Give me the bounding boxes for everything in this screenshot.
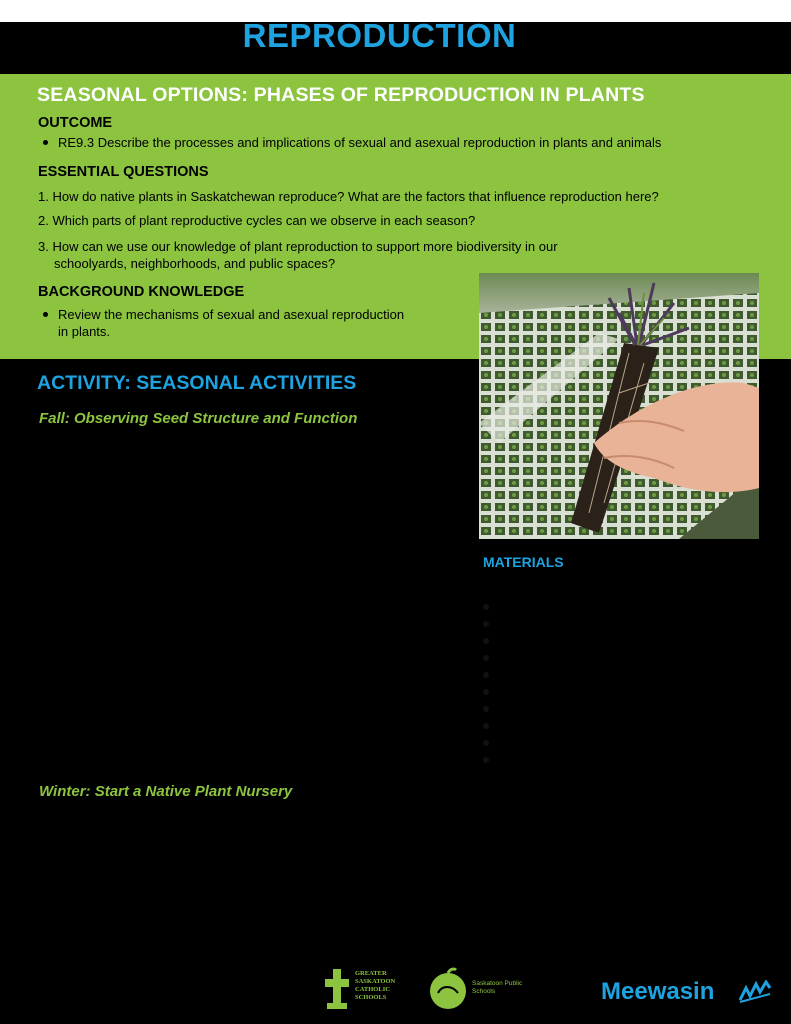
bullet-icon: [43, 140, 48, 145]
seedling-photo: [479, 273, 759, 539]
question-1: 1. How do native plants in Saskatchewan reproduce? What are the factors that influence reproduction here?: [38, 189, 659, 204]
bullet-icon: [483, 638, 489, 644]
meewasin-wave-icon: [738, 980, 772, 1004]
page-title: REPRODUCTION: [242, 17, 517, 54]
banner-heading: SEASONAL OPTIONS: PHASES OF REPRODUCTION IN PLANTS: [37, 84, 645, 106]
background-knowledge-heading: BACKGROUND KNOWLEDGE: [38, 284, 245, 300]
outcome-item: RE9.3 Describe the processes and implications of sexual and asexual reproduction in plants and animals: [58, 135, 662, 150]
bullet-icon: [483, 723, 489, 729]
activity-heading: ACTIVITY: SEASONAL ACTIVITIES: [37, 372, 357, 394]
bullet-icon: [483, 604, 489, 610]
meewasin-logo: Meewasin: [601, 978, 715, 1005]
public-schools-wordmark: Saskatoon Public Schools: [472, 980, 523, 995]
bullet-icon: [483, 672, 489, 678]
bullet-icon: [483, 757, 489, 763]
background-line-2: in plants.: [58, 324, 111, 339]
bullet-icon: [43, 312, 48, 317]
materials-heading: MATERIALS: [483, 554, 564, 570]
bullet-icon: [483, 655, 489, 661]
question-3-line-1: 3. How can we use our knowledge of plant reproduction to support more biodiversity in our: [38, 239, 558, 254]
bullet-icon: [483, 706, 489, 712]
bullet-icon: [483, 621, 489, 627]
question-3-line-2: schoolyards, neighborhoods, and public spaces?: [54, 256, 336, 271]
catholic-schools-wordmark: GREATER SASKATOON CATHOLIC SCHOOLS: [355, 970, 396, 1001]
background-line-1: Review the mechanisms of sexual and asexual reproduction: [58, 307, 405, 322]
question-2: 2. Which parts of plant reproductive cycles can we observe in each season?: [38, 213, 476, 228]
bullet-icon: [483, 740, 489, 746]
outcome-heading: OUTCOME: [38, 115, 113, 131]
fall-heading: Fall: Observing Seed Structure and Function: [39, 410, 358, 427]
catholic-schools-logo: [325, 967, 403, 1011]
public-schools-logo: [426, 967, 546, 1011]
bullet-icon: [483, 689, 489, 695]
winter-heading: Winter: Start a Native Plant Nursery: [39, 783, 293, 800]
essential-questions-heading: ESSENTIAL QUESTIONS: [38, 164, 209, 180]
